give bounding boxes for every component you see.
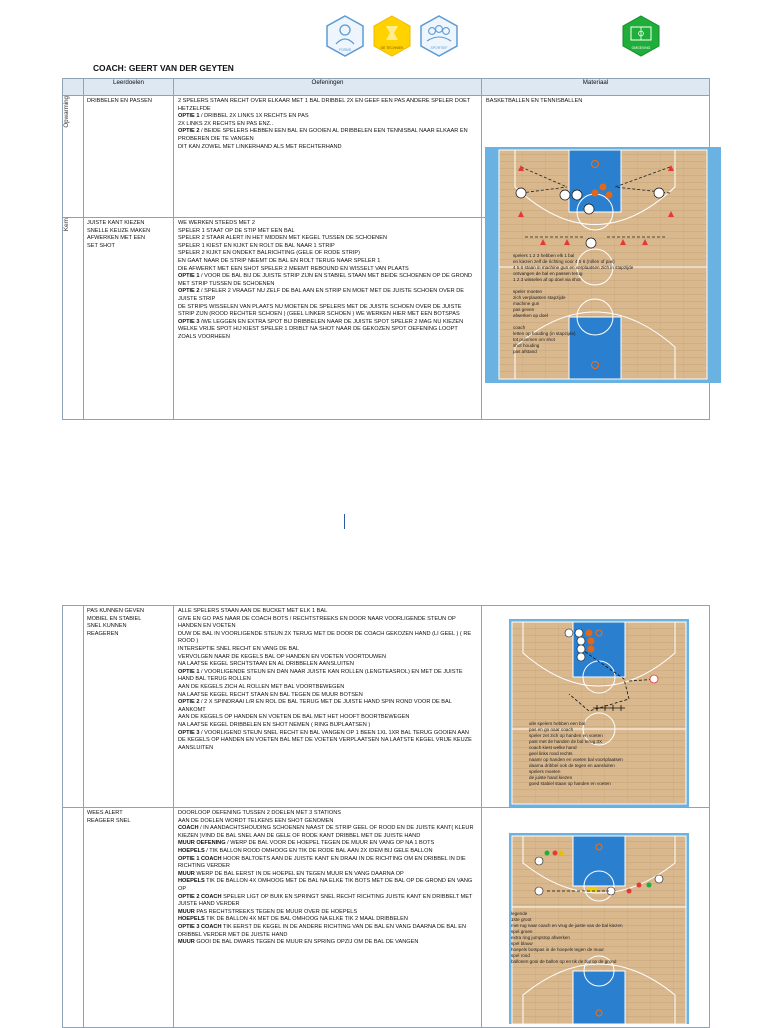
- exercise-line: VERVOLGEN NAAR DE KEGELS BAL OP HANDEN EN VOETEN VOORTDUWEN: [178, 653, 387, 660]
- exercise-line: DIE AFWERKT MET EEN SHOT SPELER 2 MEEMT REBOUND EN WISSELT VAN PLAATS: [178, 265, 409, 272]
- exercise-line: GIVE EN GO PAS NAAR DE COACH BOTS / RECHTSTREEKS EN DOOR NAAR VOORLIGENDE STEUN OP HANDEN EN VOETEN: [178, 615, 456, 630]
- header-badges: [322, 14, 462, 58]
- forms-badge-icon: [327, 16, 363, 56]
- exercise-line: COACH / IN AANDACHTSHOUDING SCHOENEN NAAST DE STRIP GEEL OF ROOD EN DE JUISTE KANT( KLEUR KIEZEN )VIND DE BAL SNEL AAN DE GELE OF RODE KANT DRIBBEL MET DE JUISTE HAND: [178, 825, 474, 839]
- side-cell: [63, 96, 84, 218]
- exercise-line: OPTIE 3 COACH TIK EERST DE KEGEL IN DE ANDERE RICHTING VAN DE BAL EN VANG DAARNA DE BAL EN DRIBBEL VERDER MET DE JUISTE HAND: [178, 923, 467, 938]
- exercise-line: MUUR PAS RECHTSTREEKS TEGEN DE MUUR OVER DE HOEPELS: [178, 908, 358, 915]
- exercise-line: INTERSEPTIE SNEL RECHT EN VANG DE BAL: [178, 645, 300, 652]
- court-diagram-1: [485, 147, 721, 383]
- exercise-line: SPELER 1 STAAT OP DE STIP MET EEN BAL: [178, 227, 295, 234]
- exercise-line: EN GAAT NAAR DE STRIP NEEMT DE BAL EN ROLT TERUG NAAR SPELER 1: [178, 257, 381, 264]
- exercise-line: OPTIE 1 / VOOR DE BAL BIJ DE JUISTE STRIP ZIJN EN STABIEL STAAN MET BEIDE SCHOENEN OP DE GROND MET STRIP TUSSEN DE SCHOENEN: [178, 273, 473, 287]
- side-label-core: Kern: [63, 218, 70, 232]
- exercise-line: OPTIE 2 / 2 X SPINDRAAI L/R EN ROL DE BAL TERUG MET DE JUISTE HAND SPIN ROND VOOR DE BAL AANKOMT: [178, 699, 452, 713]
- header-exercises: Oefeningen: [174, 79, 482, 96]
- header-goals: Leerdoelen: [84, 79, 174, 96]
- exercise-passing: [174, 606, 482, 808]
- header-blank: [63, 79, 84, 96]
- exercise-line: SPELER 2 KIJKT EN ONDEKT BALRICHTING (GELE OF RODE STRIP): [178, 250, 360, 257]
- side-cell: [63, 606, 84, 808]
- exercise-line: DOORLOOP OEFENING TUSSEN 2 DOELEN MET 3 STATIONS: [178, 810, 341, 816]
- exercise-line: MUUR WERP DE BAL EERST IN DE HOEPEL EN TEGEN MUUR EN VANG DAARNA OP: [178, 870, 404, 877]
- court-diagram-2: [509, 619, 689, 807]
- exercise-line: OPTIE 3 /WE LEGGEN EN EXTRA SPOT BIJ DRIBBELEN NAAR DE JUISTE SPOT SPELER 2 MAG NU KIEZEN WELKE VRIJE SPOT HIJ KIEST SPELER 1 DRIBLT NA SHOT NAAR DE GEKOZEN SPOT OEFENING LOOPT ZOALS VOORHEEN: [178, 318, 464, 340]
- court-3-notes: legende 1ste groot met rug naar coach en vrug de juiste van de bal kiezen spel groen extra ring jumpstop afwerken spel blauw hoepels botspas in de hoepels tegen de muur spel rood ballonen gooi de ballon op en tik de bal op de grond: [511, 911, 623, 964]
- exercise-line: HOEPELS TIK DE BALLON 4X MET DE BAL OMHOOG NA ELKE TIK 2 MAAL DRIBBELEN: [178, 916, 408, 923]
- side-label-warmup: Opwarming: [63, 96, 70, 128]
- exercise-line: OPTIE 2 / SPELER 2 VRAAGT NU ZELF DE BAL AAN EN STRIP EN MOET MET DE JUISTE SCHOEN OVER DE JUISTE STRIP: [178, 288, 464, 302]
- exercise-line: 2 SPELERS STAAN RECHT OVER ELKAAR MET 1 BAL DRIBBEL 2X EN GEEF EEN PAS ANDERE SPELER DOET HETZELFDE: [178, 98, 471, 112]
- exercise-line: OPTIE 1 COACH HOOR BALTOETS AAN DE JUISTE KANT EN DRAAI IN DE RICHTING OM EN DRIBBEL IN DIE RICHTING VERDER: [178, 855, 466, 870]
- side-cell: [63, 808, 84, 1028]
- exercise-line: AAN DE KEGELS OP HANDEN EN VOETEN DE BAL MET HET HOOFT BOORTBEWEGEN: [178, 714, 410, 721]
- technique-badge-label: DE TECHNIEK: [380, 46, 404, 50]
- side-cell: [63, 218, 84, 420]
- court-1-notes: spelers 1 2 3 hebben elk 1 bal en kiezen zelf de richting voor 4 5 6 (rollen of pas) 4 5 6 staan in machine gun en verplaatsen zich in stapzijde ontvangen de bal en passen terug 1 2 3 wisselen af op doel via shot speler moeten zich verplaatsen stapzijde machine gun pas geven afwerken op doel coach letten op houding (in stapzijde) tot pummen om shot shot houding pas afstand: [513, 253, 634, 354]
- exercise-line: DIT KAN ZOWEL MET LINKERHAND ALS MET RECHTERHAND: [178, 143, 342, 150]
- exercise-line: DE STRIPS WISSELEN VAN PLAATS NU MOETEN DE SPELERS MET DE JUISTE SCHOEN OVER DE JUISTE STRIP ZIJN (ROOD RECHTER SCHOEN ) (GEEL LINKER SCHOEN ) WE WERKEN HIER MET EEN BOTSPAS: [178, 303, 462, 318]
- exercise-line: NA LAATSE KEGEL DRIBBELEN EN SHOT NEMEN ( RING BIJPLAATSEN ): [178, 721, 371, 728]
- table-header-row: [63, 79, 710, 96]
- exercise-line: AAN DE KEGELS ZICH AL ROLLEN MET BAL VOORTBEWEGEN: [178, 683, 345, 690]
- court-diagram-3: [509, 833, 689, 1024]
- coach-title: COACH: GEERT VAN DER GEYTEN: [93, 63, 234, 73]
- exercise-warmup: [174, 96, 482, 218]
- exercise-line: NA LAATSE KEGEL RECHT STAAN EN BAL TEGEN DE MUUR BOTSEN: [178, 691, 363, 698]
- exercise-line: MUUR GOOI DE BAL DWARS TEGEN DE MUUR EN SPRING OPZIJ OM DE BAL DE VANGEN: [178, 939, 419, 946]
- exercise-line: OPTIE 2 COACH SPELER LIGT OP BUIK EN SPRINGT SNEL RECHT RICHTING JUISTE KANT EN DRIBBELT MET JUISTE HAND VERDER: [178, 893, 473, 908]
- exercise-line: DUW DE BAL IN VOORLIGENDE STEUN 2X TERUG MET DE DOOR DE COACH GEKOZEN HAND (LI GEEL ) ( RE ROOD ): [178, 630, 472, 645]
- exercise-line: NA LAATSE KEGEL SRCHTSTAAN EN AL DRIBBELEN AANSLUITEN: [178, 661, 354, 668]
- material-warmup: BASKETBALLEN EN TENNISBALLEN: [482, 96, 710, 218]
- court-2-notes: alle spelers hebben een bal pas en go naar coach speler zet zich op handen en voeten past met de handen de bal terug 3X coach kiest welke hand geel links rood rechts naamr op handen en voeten bal voortplaatsen daarna dribbel ook de tegen en aansluiten spelers moeten de juiste hand kiezen goed stabiel staan op handen en voeten: [529, 721, 623, 786]
- exercise-line: OPTIE 2 / BEIDE SPELERS HEBBEN EEN BAL EN GOOIEN AL DRIBBELEN EEN TENNISBAL NAAR ELKAAR EN PROBEREN DIE TE VANGEN: [178, 128, 468, 142]
- exercise-line: HOEPELS TIK DE BALLON 4X OMHOOG MET DE BAL NA ELKE TIK BOTS MET DE BAL OP DE GROND EN VANG OP: [178, 878, 473, 892]
- forms-badge-label: FORMS: [338, 48, 352, 52]
- exercise-core: [174, 218, 482, 420]
- technique-badge-icon: [374, 16, 410, 56]
- goals-warmup: DRIBBELEN EN PASSEN: [84, 96, 174, 218]
- exercise-line: MUUR OEFENING / WERP DE BAL VOOR DE HOEPEL TEGEN DE MUUR EN VANG OP NA 1 BOTS: [178, 840, 435, 847]
- environment-badge: [619, 14, 663, 58]
- sportief-badge-label: SPORTIEF: [430, 46, 448, 50]
- exercise-line: SPELER 2 STAAR ALERT IN HET MIDDEN MET KEGEL TUSSEN DE SCHOENEN: [178, 235, 387, 242]
- sportief-badge-icon: [421, 16, 457, 56]
- goals-alert: WEES ALERT REAGEER SNEL: [84, 808, 174, 1028]
- exercise-line: OPTIE 1 / VOORLIGENDE STEUN EN DAN NAAR JUISTE KAN ROLLEN (LENGTEASROL) EN MET DE JUISTE HAND BAL TERUG ROLLEN: [178, 668, 463, 683]
- text-cursor: [344, 514, 345, 529]
- exercise-line: HOEPELS / TIK BALLON ROOD OMHOOG EN TIK DE RODE BAL AAN 2X IDEM BIJ GELE BALLON: [178, 847, 433, 854]
- exercise-line: OPTIE 1 / DRIBBEL 2X LINKS 1X RECHTS EN PAS: [178, 113, 309, 120]
- header-material: Materiaal: [482, 79, 710, 96]
- exercise-line: AAN DE DOELEN WORDT TELKENS EEN SHOT GENOMEN: [178, 817, 334, 824]
- goals-passing: PAS KUNNEN GEVEN MOBIEL EN STABIEL SNEL KUNNEN REAGEREN: [84, 606, 174, 808]
- environment-badge-label: OMGEVING: [631, 46, 651, 50]
- exercise-line: WE WERKEN STEEDS MET 2: [178, 220, 255, 226]
- exercise-line: 2X LINKS 2X RECHTS EN PAS ENZ..: [178, 120, 274, 127]
- goals-core: JUISTE KANT KIEZEN SNELLE KEUZE MAKEN AFWERKEN MET EEN SET SHOT: [84, 218, 174, 420]
- exercise-line: SPELER 1 KIEST EN KIJKT EN ROLT DE BAL NAAR 1 STRIP: [178, 242, 335, 249]
- exercise-line: OPTIE 3 / VOORLIGEND STEUN SNEL RECHT EN BAL VANGEN OP 1 BEEN 1XL 1XR BAL TERUG GOOIEN AAN DE KEGELS OP HANDEN EN VOETEN BAL MET DE VOETEN VERPLAATSEN NA LAATSTE KEGEL VRIJE KEUZE AANSLUITEN: [178, 729, 472, 751]
- exercise-line: ALLE SPELERS STAAN AAN DE BUCKET MET ELK 1 BAL: [178, 608, 328, 614]
- exercise-alert: [174, 808, 482, 1028]
- pitch-icon: [623, 16, 659, 56]
